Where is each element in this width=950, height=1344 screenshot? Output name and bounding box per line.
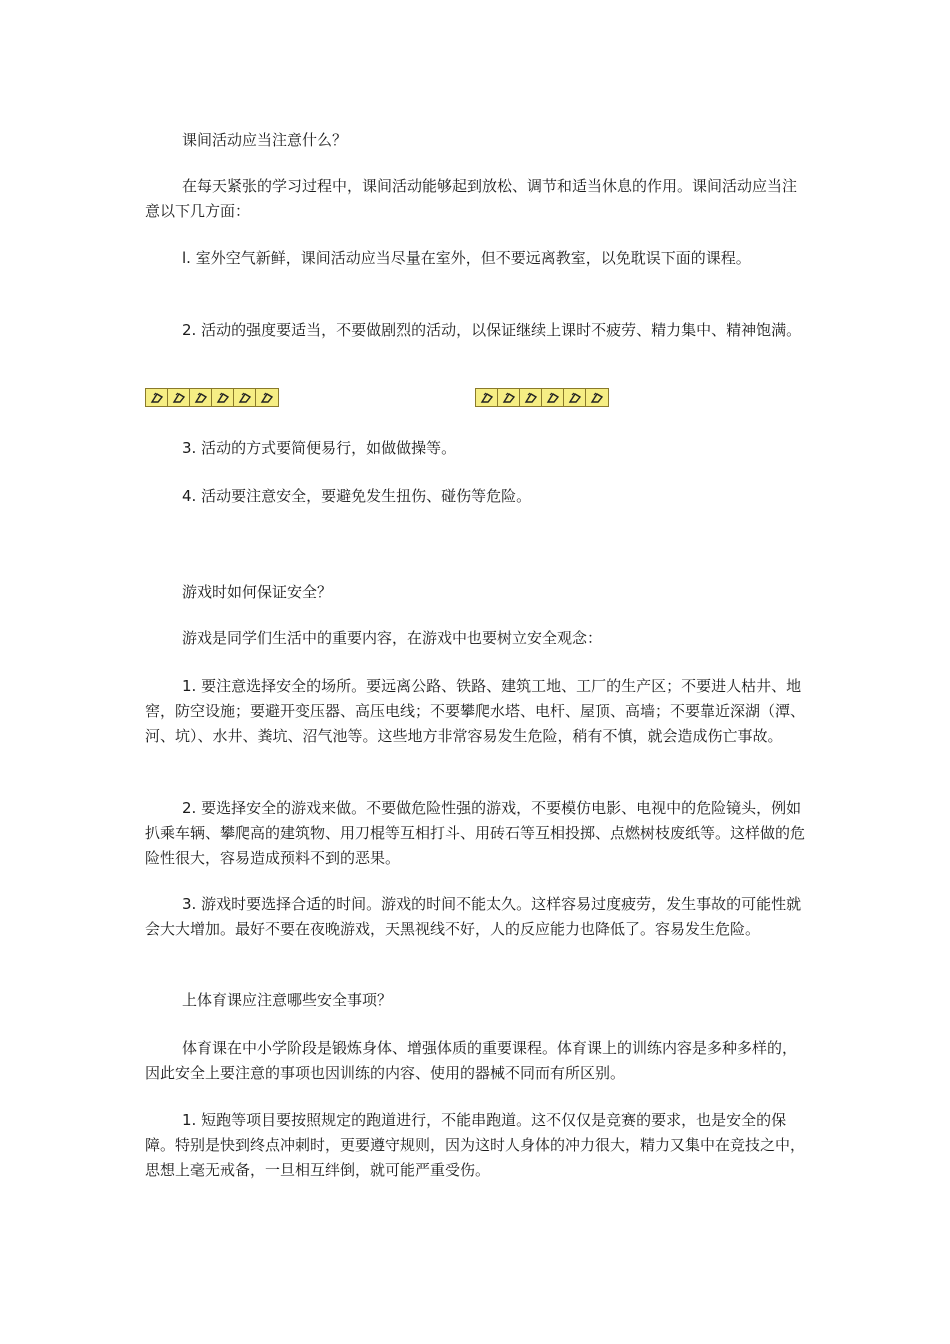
item-text: 要选择安全的游戏来做。不要做危险性强的游戏，不要模仿电影、电视中的危险镜头，例如扒乘车辆、攀爬高的建筑物、用刀棍等互相打斗、用砖石等互相投掷、点燃树枝废纸等。这样做的危险性很大，容易造成预料不到的恶果。	[145, 799, 806, 867]
item-text: 活动的强度要适当，不要做剧烈的活动，以保证继续上课时不疲劳、精力集中、精神饱满。	[201, 321, 802, 339]
broken-image-icon	[256, 389, 278, 406]
list-item	[145, 246, 805, 271]
list-item	[145, 892, 805, 942]
item-number: 1.	[182, 1111, 197, 1129]
item-text: 要注意选择安全的场所。要远离公路、铁路、建筑工地、工厂的生产区；不要进人枯井、地窖，防空设施；要避开变压器、高压电线；不要攀爬水塔、电杆、屋顶、高墙；不要靠近深湖（潭、河、坑）、水井、粪坑、沼气池等。这些地方非常容易发生危险，稍有不慎，就会造成伤亡事故。	[145, 677, 806, 745]
item-text: 活动要注意安全，要避免发生扭伤、碰伤等危险。	[201, 487, 532, 505]
item-number: 3.	[182, 439, 197, 457]
image-placeholder-left	[145, 388, 279, 407]
broken-image-icon	[476, 389, 498, 406]
item-number: 3.	[182, 895, 197, 913]
item-text: 活动的方式要简便易行，如做做操等。	[201, 439, 457, 457]
broken-image-icon	[190, 389, 212, 406]
item-number: 1.	[182, 677, 197, 695]
section-intro: 在每天紧张的学习过程中，课间活动能够起到放松、调节和适当休息的作用。课间活动应当注意以下几方面：	[145, 177, 798, 220]
broken-image-icon	[168, 389, 190, 406]
section-intro: 游戏是同学们生活中的重要内容，在游戏中也要树立安全观念：	[182, 629, 603, 647]
item-number: l.	[182, 249, 191, 267]
item-number: 2.	[182, 799, 197, 817]
section-intro: 体育课在中小学阶段是锻炼身体、增强体质的重要课程。体育课上的训练内容是多种多样的，因此安全上要注意的事项也因训练的内容、使用的器械不同而有所区别。	[145, 1039, 798, 1082]
item-text: 短跑等项目要按照规定的跑道进行，不能串跑道。这不仅仅是竞赛的要求，也是安全的保障。特别是快到终点冲刺时，更要遵守规则，因为这时人身体的冲力很大，精力又集中在竞技之中，思想上毫无戒备，一旦相互绊倒，就可能严重受伤。	[145, 1111, 806, 1179]
broken-image-icon	[498, 389, 520, 406]
image-placeholder-right	[475, 388, 609, 407]
broken-image-icon	[234, 389, 256, 406]
item-text: 室外空气新鲜，课间活动应当尽量在室外，但不要远离教室，以免耽误下面的课程。	[195, 249, 751, 267]
list-item	[145, 1108, 805, 1183]
list-item	[145, 484, 805, 509]
section-title: 课间活动应当注意什么？	[182, 131, 348, 149]
list-item	[145, 436, 805, 461]
broken-image-icon	[586, 389, 608, 406]
broken-image-icon	[542, 389, 564, 406]
broken-image-icon	[520, 389, 542, 406]
list-item	[145, 674, 805, 749]
broken-image-icon	[564, 389, 586, 406]
item-text: 游戏时要选择合适的时间。游戏的时间不能太久。这样容易过度疲劳，发生事故的可能性就会大大增加。最好不要在夜晚游戏，天黑视线不好，人的反应能力也降低了。容易发生危险。	[145, 895, 802, 938]
list-item	[145, 796, 805, 871]
item-number: 4.	[182, 487, 197, 505]
broken-image-icon	[146, 389, 168, 406]
section-title: 上体育课应注意哪些安全事项？	[182, 991, 393, 1009]
list-item	[145, 318, 805, 343]
section-title: 游戏时如何保证安全？	[182, 583, 333, 601]
broken-image-icon	[212, 389, 234, 406]
item-number: 2.	[182, 321, 197, 339]
